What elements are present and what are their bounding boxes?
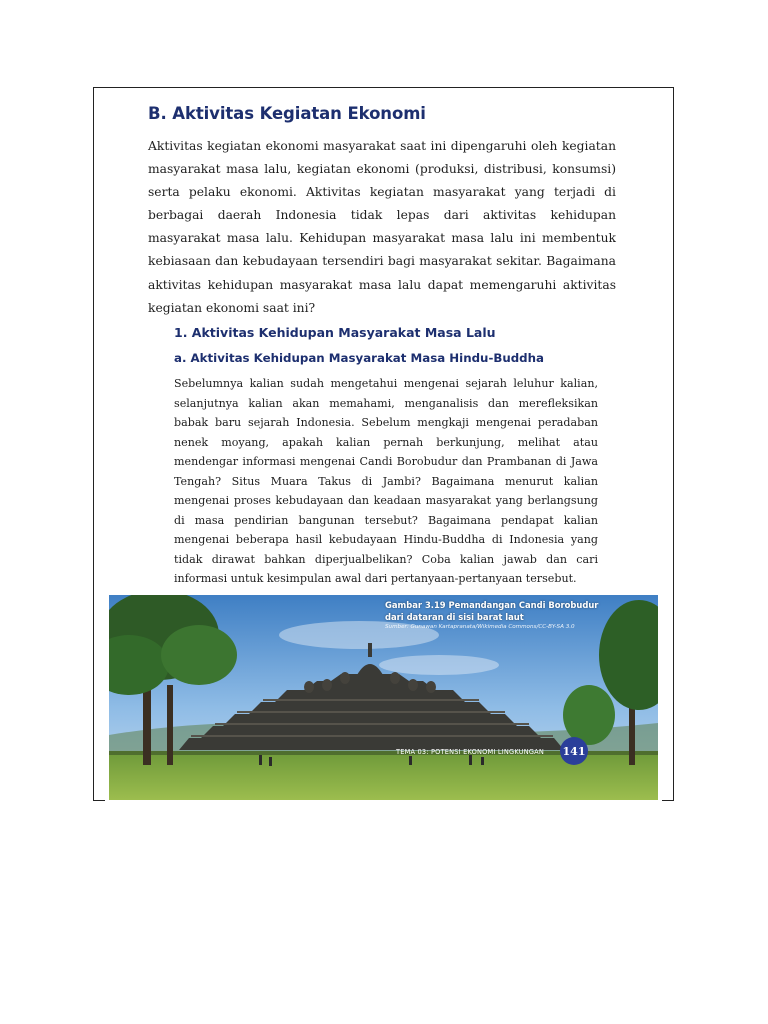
theme-footer-label: TEMA 03: POTENSI EKONOMI LINGKUNGAN	[396, 748, 545, 756]
body-paragraph: Sebelumnya kalian sudah mengetahui mengenai sejarah leluhur kalian, selanjutnya kalian akan memahami, menganalisis dan merefleksikan babak baru sejarah Indonesia. Sebelum mengkaji mengenai peradaban nenek moyang, apakah kalian pernah berkunjung, melihat atau mendengar informasi mengenai Candi Borobudur dan Prambanan di Jawa Tengah? Situs Muara Takus di Jambi? Bagaimana menurut kalian mengenai proses kebudayaan dan keadaan masyarakat yang berlangsung di masa pendirian bangunan tersebut? Bagaimana pendapat kalian mengenai beberapa hasil kebudayaan Hindu-Buddha di Indonesia yang tidak dirawat bahkan diperjualbelikan? Coba kalian jawab dan cari informasi untuk kesimpulan awal dari pertanyaan-pertanyaan tersebut.	[174, 377, 598, 585]
caption-source: Sumber: Gunawan Kartapranata/Wikimedia Commons/CC-BY-SA 3.0	[385, 624, 575, 630]
intro-paragraph: Aktivitas kegiatan ekonomi masyarakat saat ini dipengaruhi oleh kegiatan masyarakat masa lalu, kegiatan ekonomi (produksi, distribusi, konsumsi) serta pelaku ekonomi. Aktivitas kegiatan masyarakat yang terjadi di berbagai daerah Indonesia tidak lepas dari aktivitas kehidupan masyarakat masa lalu. Kehidupan masyarakat masa lalu ini membentuk kebiasaan dan kebudayaan tersendiri bagi masyarakat sekitar. Bagaimana aktivitas kehidupan masyarakat masa lalu dapat memengaruhi aktivitas kegiatan ekonomi saat ini?	[148, 139, 616, 315]
figure-caption	[385, 599, 655, 630]
crop-mark-right	[662, 800, 674, 801]
subsection-heading-a: a. Aktivitas Kehidupan Masyarakat Masa Hindu-Buddha	[174, 351, 544, 365]
page-number-badge: 141	[560, 737, 588, 765]
crop-mark-left	[93, 800, 105, 801]
section-heading: B. Aktivitas Kegiatan Ekonomi	[148, 104, 426, 123]
subsection-heading-1: 1. Aktivitas Kehidupan Masyarakat Masa Lalu	[174, 325, 496, 340]
caption-line-1: Gambar 3.19 Pemandangan Candi Borobudur	[385, 600, 599, 610]
caption-line-2: dari dataran di sisi barat laut	[385, 612, 524, 622]
